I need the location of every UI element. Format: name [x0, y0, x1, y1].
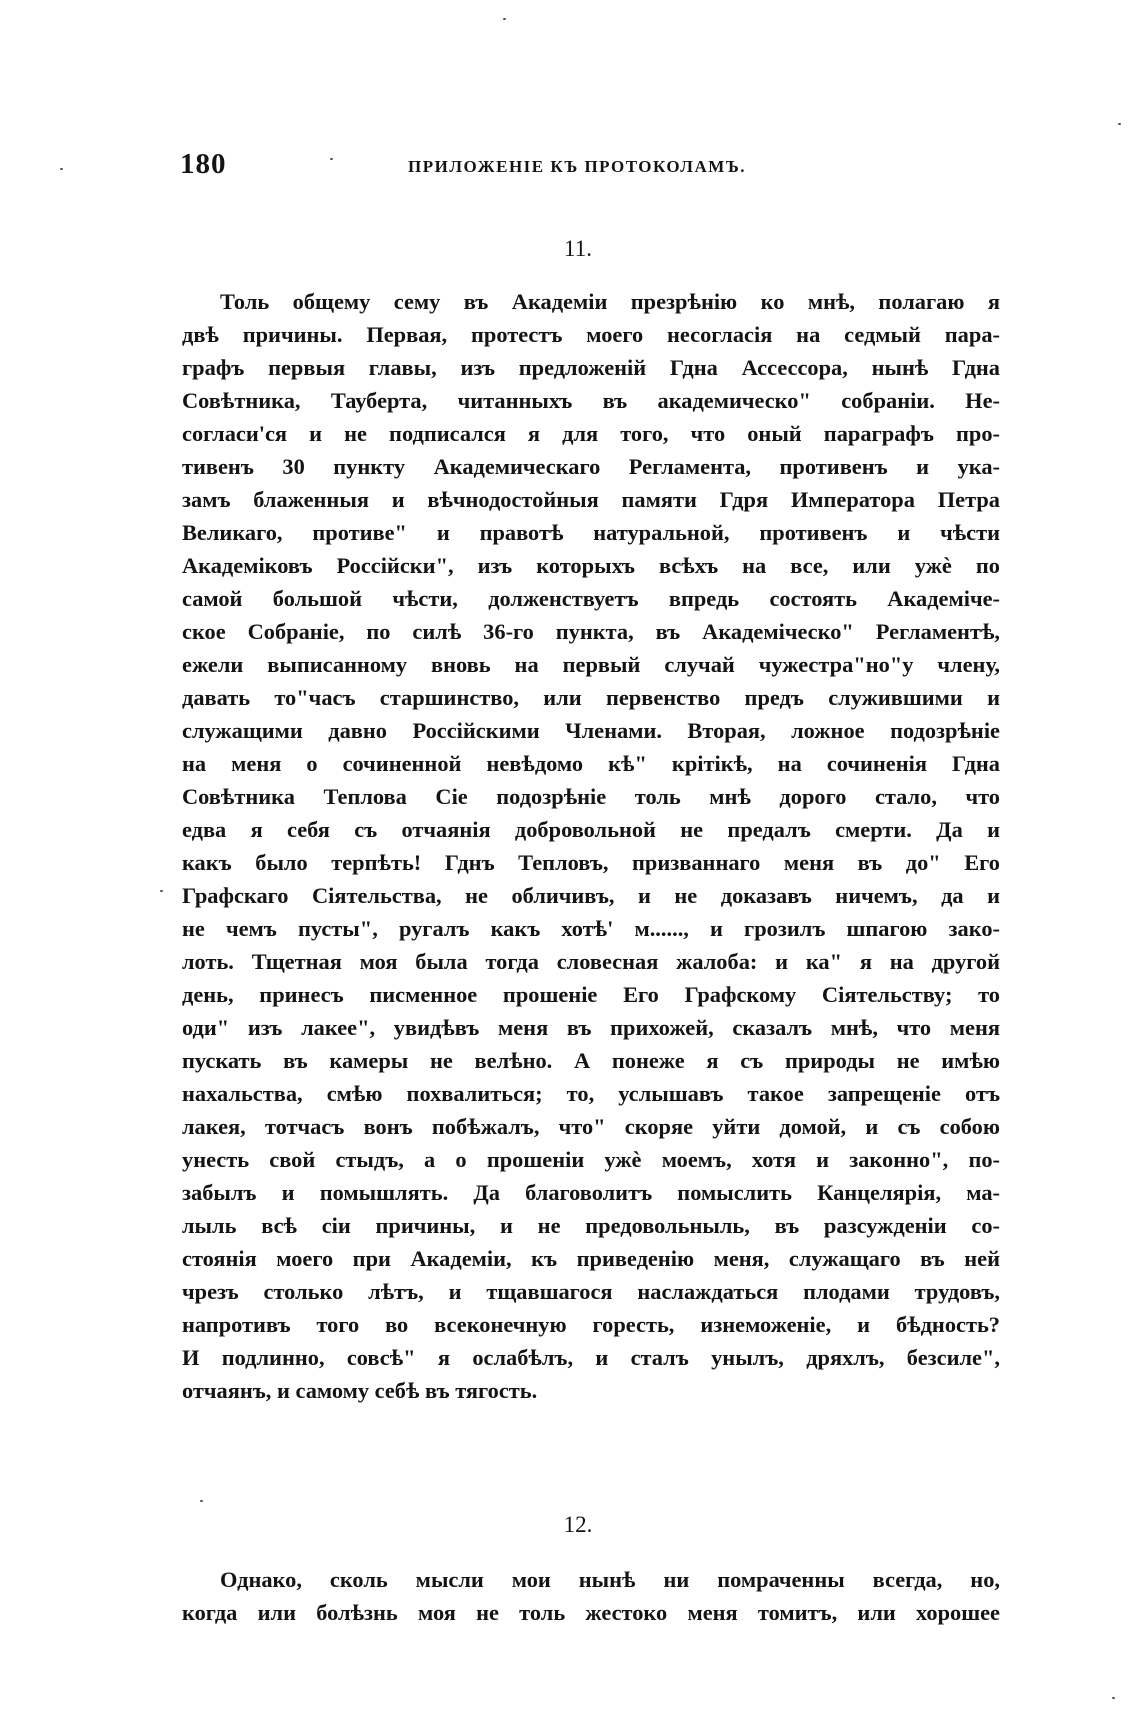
- text-line: едва я себя съ отчаянія добровольной не предалъ смерти. Да и: [182, 817, 1000, 842]
- text-line: Совѣтника Теплова Сіе подозрѣніе толь мнѣ дорого стало, что: [182, 784, 1000, 809]
- text-line: лоть. Тщетная моя была тогда словесная жалоба: и ка" я на другой: [182, 949, 1000, 974]
- text-line: унесть свой стыдъ, а о прошеніи ужѐ моемъ, хотя и законно", по-: [182, 1147, 1000, 1172]
- page-number: 180: [180, 148, 227, 180]
- section-number-11: 11.: [564, 236, 592, 261]
- text-line: ежели выписанному вновь на первый случай чужестра"но"у члену,: [182, 652, 1000, 677]
- text-line: тивенъ 30 пункту Академическаго Регламента, противенъ и ука-: [182, 454, 1000, 479]
- text-line: Совѣтника, Тауберта, читанныхъ въ академическо" собраніи. Не-: [182, 388, 1000, 413]
- text-line: на меня о сочиненной невѣдомо кѣ" крітікѣ, на сочиненія Гдна: [182, 751, 1000, 776]
- text-line: служащими давно Россійскими Членами. Вторая, ложное подозрѣніе: [182, 718, 1000, 743]
- text-line: Великаго, противе" и правотѣ натуральной, противенъ и чѣсти: [182, 520, 1000, 545]
- text-line: замъ блаженныя и вѣчнодостойныя памяти Гдря Императора Петра: [182, 487, 1000, 512]
- text-line: давать то"часъ старшинство, или первенство предъ служившими и: [182, 685, 1000, 710]
- text-line: Толь общему сему въ Академіи презрѣнію ко мнѣ, полагаю я: [220, 289, 1000, 314]
- text-line: день, принесъ писменное прошеніе Его Графскому Сіятельству; то: [182, 982, 1000, 1007]
- text-line: какъ было терпѣть! Гднъ Тепловъ, призваннаго меня въ до" Его: [182, 850, 1000, 875]
- text-line: согласи'ся и не подписался я для того, что оный параграфъ про-: [182, 421, 1000, 446]
- text-line: ское Собраніе, по силѣ 36-го пункта, въ Академіческо" Регламентѣ,: [182, 619, 1000, 644]
- text-line: когда или болѣзнь моя не толь жестоко меня томитъ, или хорошее: [182, 1600, 1000, 1625]
- text-line: стоянія моего при Академіи, къ приведенію меня, служащаго въ ней: [182, 1246, 1000, 1271]
- scan-speck: [60, 168, 63, 170]
- text-line: нахальства, смѣю похвалиться; то, услышавъ такое запрещеніе отъ: [182, 1081, 1000, 1106]
- text-line: напротивъ того во всеконечную горесть, изнеможеніе, и бѣдность?: [182, 1312, 1000, 1337]
- text-line: Академіковъ Россійски", изъ которыхъ всѣхъ на все, или ужѐ по: [182, 553, 1000, 578]
- text-line: оди" изъ лакее", увидѣвъ меня въ прихожей, сказалъ мнѣ, что меня: [182, 1015, 1000, 1040]
- text-line: Графскаго Сіятельства, не обличивъ, и не доказавъ ничемъ, да и: [182, 883, 1000, 908]
- text-line: лакея, тотчасъ вонъ побѣжалъ, что" скоряе уйти домой, и съ собою: [182, 1114, 1000, 1139]
- scan-speck: [330, 158, 333, 160]
- scan-speck: [160, 890, 163, 892]
- scan-speck: [503, 18, 506, 20]
- running-header: [180, 148, 1000, 188]
- section-number-12: 12.: [563, 1512, 593, 1537]
- text-line: И подлинно, совсѣ" я ослабѣлъ, и сталъ унылъ, дряхлъ, безсиле",: [182, 1345, 1000, 1370]
- scan-speck: [1118, 123, 1121, 125]
- text-line: двѣ причины. Первая, протестъ моего несогласія на седмый пара-: [182, 322, 1000, 347]
- text-line: забылъ и помышлять. Да благоволитъ помыслить Канцелярія, ма-: [182, 1180, 1000, 1205]
- text-line: самой большой чѣсти, долженствуетъ впредь состоять Академіче-: [182, 586, 1000, 611]
- section-12-text: [182, 1563, 1000, 1629]
- scan-speck: [200, 1500, 203, 1502]
- text-line: не чемъ пусты", ругалъ какъ хотѣ' м......, и грозилъ шпагою зако-: [182, 916, 1000, 941]
- running-title: ПРИЛОЖЕНІЕ КЪ ПРОТОКОЛАМЪ.: [408, 157, 747, 176]
- text-line: лыль всѣ сіи причины, и не предовольныль, въ разсужденіи со-: [182, 1213, 1000, 1238]
- text-line: графъ первыя главы, изъ предложеній Гдна Ассессора, нынѣ Гдна: [182, 355, 1000, 380]
- text-line: чрезъ столько лѣтъ, и тщавшагося наслаждаться плодами трудовъ,: [182, 1279, 1000, 1304]
- section-11-text: [182, 285, 1000, 1407]
- text-line: пускать въ камеры не велѣно. А понеже я съ природы не имѣю: [182, 1048, 1000, 1073]
- text-line: Однако, сколь мысли мои нынѣ ни помраченны всегда, но,: [220, 1567, 1000, 1592]
- scan-speck: [1112, 1697, 1115, 1699]
- text-line: отчаянъ, и самому себѣ въ тягость.: [182, 1378, 538, 1403]
